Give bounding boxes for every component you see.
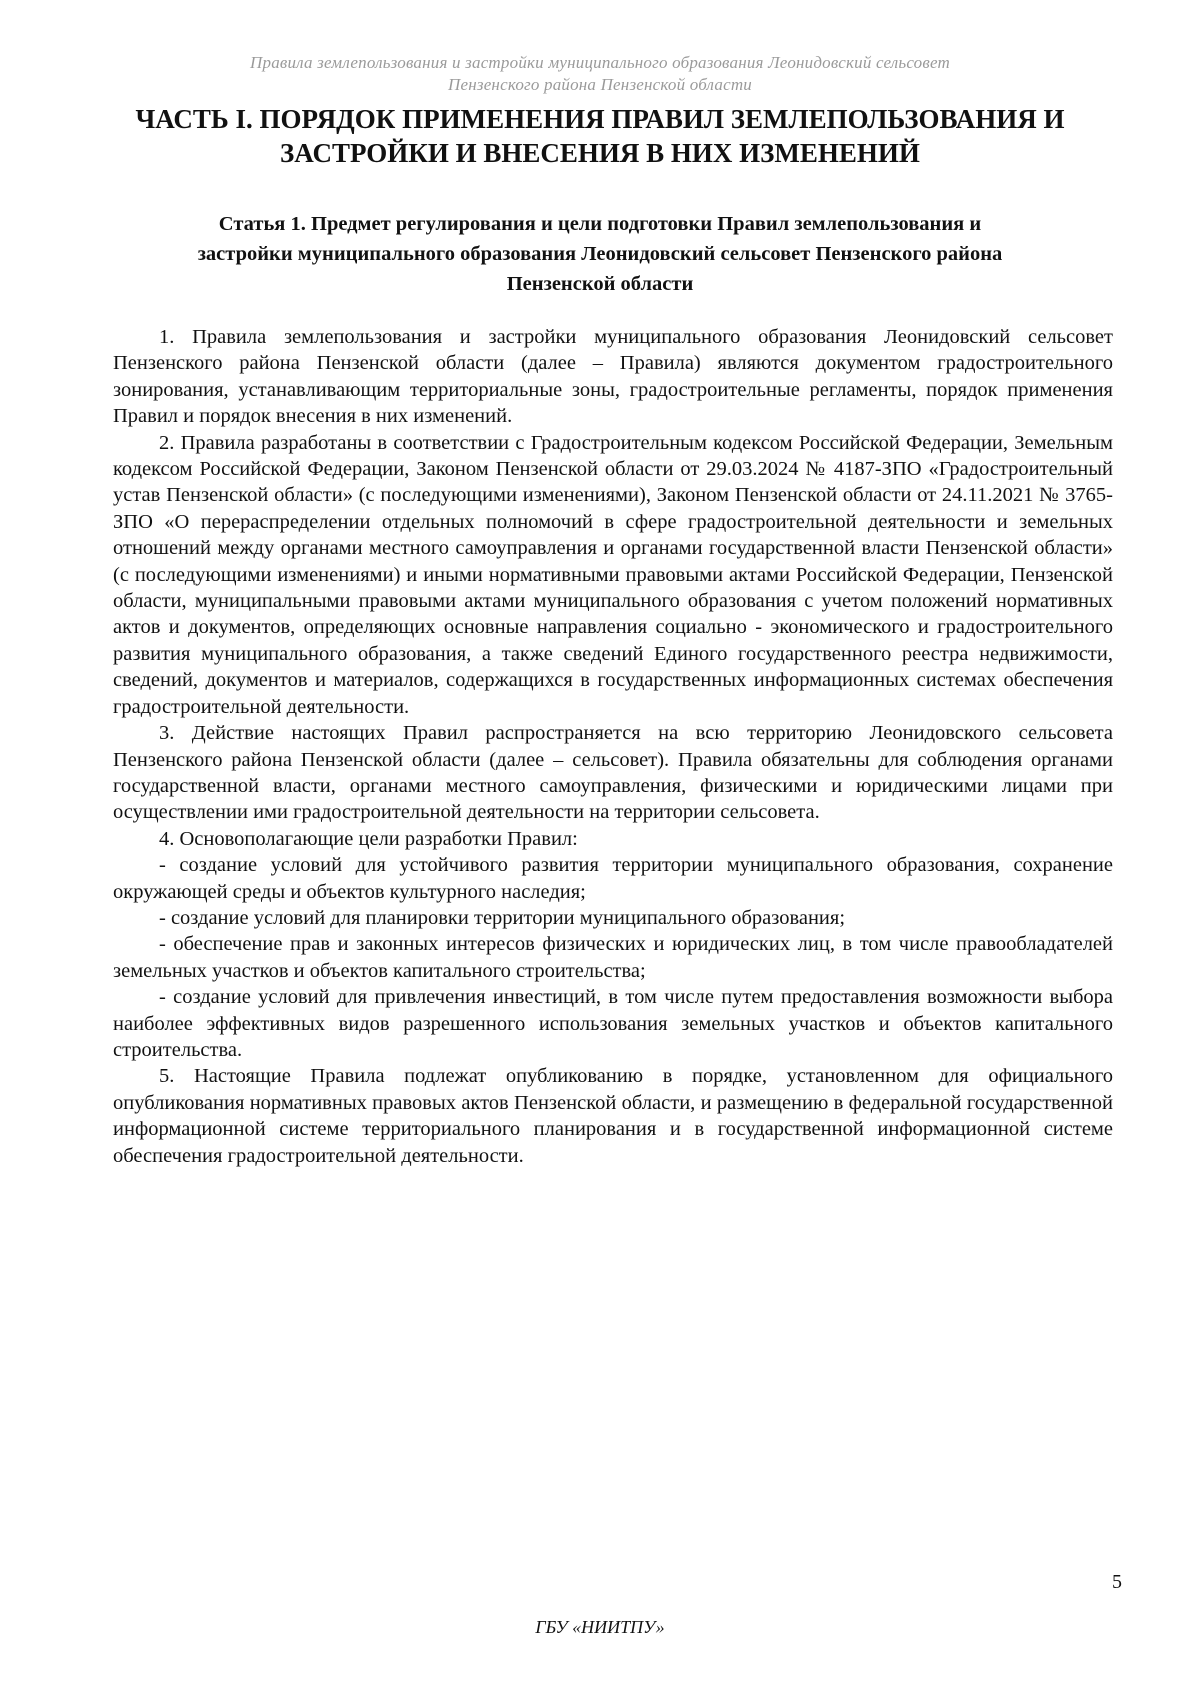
part-title-line-1: ЧАСТЬ I. ПОРЯДОК ПРИМЕНЕНИЯ ПРАВИЛ ЗЕМЛЕПОЛЬЗОВАНИЯ И xyxy=(135,104,1065,134)
paragraph-1: 1. Правила землепользования и застройки муниципального образования Леонидовский сельсовет Пензенского района Пензенской области (далее – Правила) являются документом градостроительного зонирования, устанавливающим территориальные зоны, градостроительные регламенты, порядок применения Правил и порядок внесения в них изменений. xyxy=(113,326,1113,428)
page-footer: ГБУ «НИИТПУ» xyxy=(535,1617,665,1637)
article-title-line-2: застройки муниципального образования Леонидовский сельсовет Пензенского района xyxy=(197,243,1003,265)
list-item: - обеспечение прав и законных интересов физических и юридических лиц, в том числе правообладателей земельных участков и объектов капитального строительства; xyxy=(113,933,1113,982)
article-title-line-1: Статья 1. Предмет регулирования и цели подготовки Правил землепользования и xyxy=(218,213,982,235)
paragraph-2: 2. Правила разработаны в соответствии с Градостроительным кодексом Российской Федерации, Земельным кодексом Российской Федерации, Законом Пензенской области от 29.03.2024 № 4187-ЗПО «Градостроительный устав Пензенской области» (с последующими изменениями), Законом Пензенской области от 24.11.2021 № 3765-ЗПО «О перераспределении отдельных полномочий в сфере градостроительной деятельности и земельных отношений между органами местного самоуправления и органами государственной власти Пензенской области» (с последующими изменениями) и иными нормативными правовыми актами Российской Федерации, Пензенской области, муниципальными правовыми актами муниципального образования с учетом положений нормативных актов и документов, определяющих основные направления социально - экономического и градостроительного развития муниципального образования, а также сведений Единого государственного реестра недвижимости, сведений, документов и материалов, содержащихся в государственных информационных системах обеспечения градостроительной деятельности. xyxy=(113,431,1113,718)
running-header-line-2: Пензенского района Пензенской области xyxy=(448,75,752,94)
list-item: - создание условий для устойчивого развития территории муниципального образования, сохранение окружающей среды и объектов культурного наследия; xyxy=(113,854,1113,903)
article-title xyxy=(130,209,1070,299)
article-body xyxy=(113,324,1113,1169)
part-title xyxy=(100,102,1100,170)
paragraph-3: 3. Действие настоящих Правил распространяется на всю территорию Леонидовского сельсовета Пензенского района Пензенской области (далее – сельсовет). Правила обязательны для соблюдения органами государственной власти, органами местного самоуправления, физическими и юридическими лицами при осуществлении ими градостроительной деятельности на территории сельсовета. xyxy=(113,722,1113,824)
article-title-line-3: Пензенской области xyxy=(506,273,694,295)
part-title-line-2: ЗАСТРОЙКИ И ВНЕСЕНИЯ В НИХ ИЗМЕНЕНИЙ xyxy=(280,138,920,168)
paragraph-5: 5. Настоящие Правила подлежат опубликованию в порядке, установленном для официального опубликования нормативных правовых актов Пензенской области, и размещению в федеральной государственной информационной системе территориального планирования и в государственной информационной системе обеспечения градостроительной деятельности. xyxy=(113,1065,1113,1167)
running-header-line-1: Правила землепользования и застройки муниципального образования Леонидовский сельсовет xyxy=(250,53,950,72)
page-number: 5 xyxy=(1112,1571,1122,1593)
running-header xyxy=(150,52,1050,96)
paragraph-4: 4. Основополагающие цели разработки Правил: xyxy=(159,827,578,850)
list-item: - создание условий для привлечения инвестиций, в том числе путем предоставления возможности выбора наиболее эффективных видов разрешенного использования земельных участков и объектов капитального строительства. xyxy=(113,986,1113,1061)
list-item: - создание условий для планировки территории муниципального образования; xyxy=(159,906,846,929)
